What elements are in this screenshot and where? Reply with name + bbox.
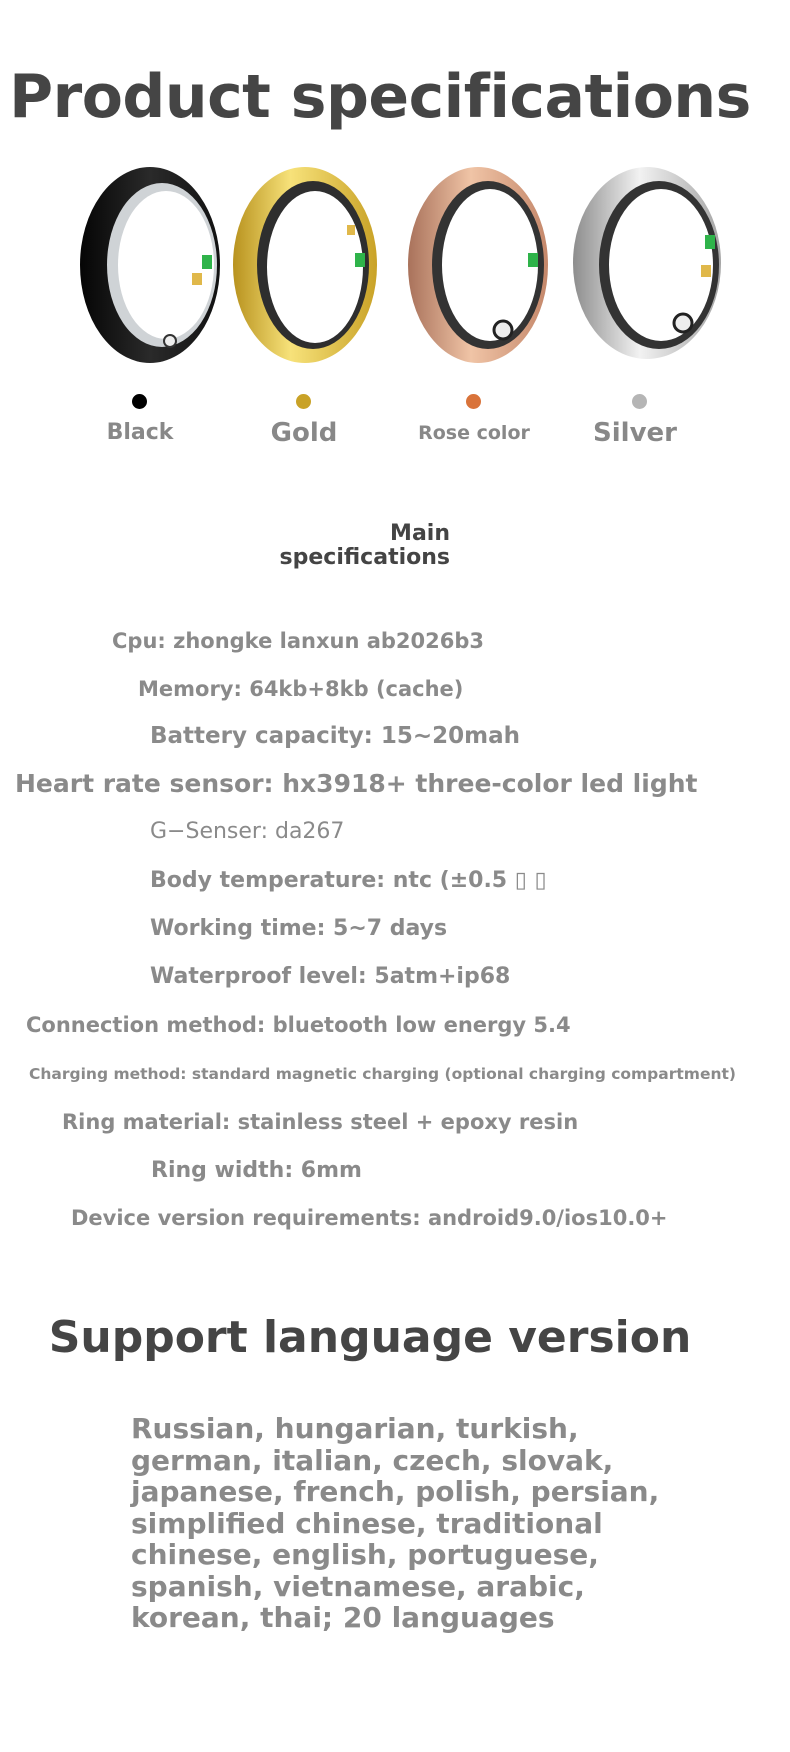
black-ring-image bbox=[70, 165, 230, 375]
black-color-dot bbox=[132, 394, 147, 409]
spec-waterproof: Waterproof level: 5atm+ip68 bbox=[150, 964, 511, 989]
spec-working-time: Working time: 5~7 days bbox=[150, 916, 448, 941]
gold-ring-image bbox=[225, 165, 385, 375]
spec-memory: Memory: 64kb+8kb (cache) bbox=[138, 677, 464, 701]
spec-ring-material: Ring material: stainless steel + epoxy resin bbox=[62, 1110, 579, 1134]
gold-color-dot bbox=[296, 394, 311, 409]
silver-ring-image bbox=[565, 165, 735, 375]
ring-product-images bbox=[0, 165, 790, 385]
languages-list: Russian, hungarian, turkish, german, italian, czech, slovak, japanese, french, polish, persian, simplified chinese, traditional chinese, english, portuguese, spanish, vietnamese, arabic, korean, thai; 20 languages bbox=[131, 1412, 660, 1634]
main-specifications-heading: Main specifications bbox=[279, 521, 450, 570]
spec-heart-rate-sensor: Heart rate sensor: hx3918+ three-color led light bbox=[15, 769, 698, 798]
spec-connection: Connection method: bluetooth low energy 5.4 bbox=[26, 1013, 571, 1037]
gold-color-label: Gold bbox=[270, 418, 338, 448]
spec-charging: Charging method: standard magnetic charging (optional charging compartment) bbox=[29, 1065, 736, 1083]
languages-title: Support language version bbox=[48, 1312, 692, 1363]
spec-battery: Battery capacity: 15~20mah bbox=[150, 723, 520, 749]
black-color-label: Black bbox=[106, 420, 174, 445]
rose-color-dot bbox=[466, 394, 481, 409]
spec-ring-width: Ring width: 6mm bbox=[151, 1158, 362, 1183]
spec-cpu: Cpu: zhongke lanxun ab2026b3 bbox=[112, 629, 485, 653]
silver-color-dot bbox=[632, 394, 647, 409]
spec-device-version: Device version requirements: android9.0/ios10.0+ bbox=[71, 1206, 668, 1230]
spec-body-temperature: Body temperature: ntc (±0.5 ▯ ▯ bbox=[150, 868, 547, 893]
spec-g-sensor: G−Senser: da267 bbox=[150, 819, 345, 844]
page-title: Product specifications bbox=[9, 62, 751, 132]
rose-ring-image bbox=[400, 165, 560, 375]
rose-color-label: Rose color bbox=[418, 422, 530, 444]
silver-color-label: Silver bbox=[593, 418, 677, 448]
